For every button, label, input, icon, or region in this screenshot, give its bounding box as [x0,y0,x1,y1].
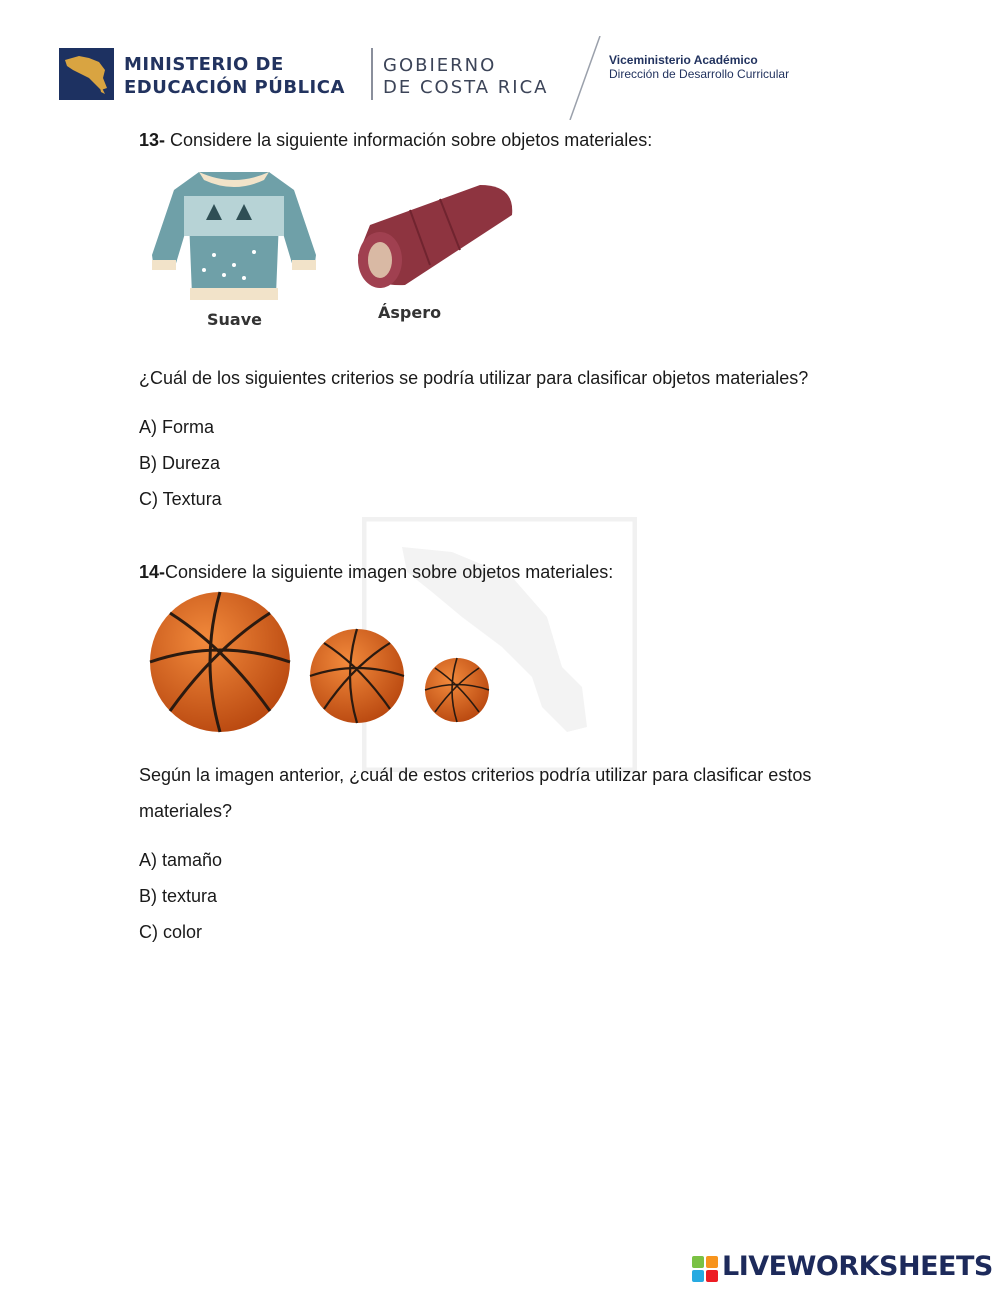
basketball-large [150,592,290,732]
q14-prompt [139,562,613,583]
vice-ministry-title: Viceministerio Académico [609,53,758,67]
basketball-medium [310,629,404,723]
q14-number: 14- [139,562,166,582]
liveworksheets-icon [692,1256,718,1282]
q13-prompt-text: Considere la siguiente información sobre objetos materiales: [165,130,653,150]
q14-option-a[interactable]: A) tamaño [139,850,223,870]
label-suave: Suave [207,310,262,329]
government-line1: GOBIERNO [383,55,497,76]
liveworksheets-brand[interactable]: LIVEWORKSHEETS [722,1251,993,1282]
q13-number: 13- [139,130,166,150]
q14-question-line2: materiales? [139,801,233,821]
q14-option-c[interactable]: C) color [139,922,203,942]
header-divider [371,48,373,100]
q14-prompt-text: Considere la siguiente imagen sobre objetos materiales: [165,562,614,582]
ministry-name-line2: EDUCACIÓN PÚBLICA [124,77,345,98]
q13-option-b[interactable]: B) Dureza [139,453,221,473]
vice-ministry-subtitle: Dirección de Desarrollo Curricular [609,67,790,81]
q13-option-c[interactable]: C) Textura [139,489,222,509]
q14-option-b[interactable]: B) textura [139,886,218,906]
q13-prompt [139,130,652,151]
q14-question-line1: Según la imagen anterior, ¿cuál de estos criterios podría utilizar para clasificar estos [139,765,812,785]
sandpaper-image [350,175,520,295]
ministry-name-line1: MINISTERIO DE [124,54,284,75]
basketballs-image [145,588,495,736]
q13-question: ¿Cuál de los siguientes criterios se podría utilizar para clasificar objetos materiales? [139,368,809,388]
ministry-logo [59,48,114,100]
label-aspero: Áspero [378,303,442,322]
basketball-small [425,658,489,722]
government-line2: DE COSTA RICA [383,77,549,98]
q13-option-a[interactable]: A) Forma [139,417,215,437]
header-slash-divider [566,36,606,120]
sweater-image [144,160,324,310]
